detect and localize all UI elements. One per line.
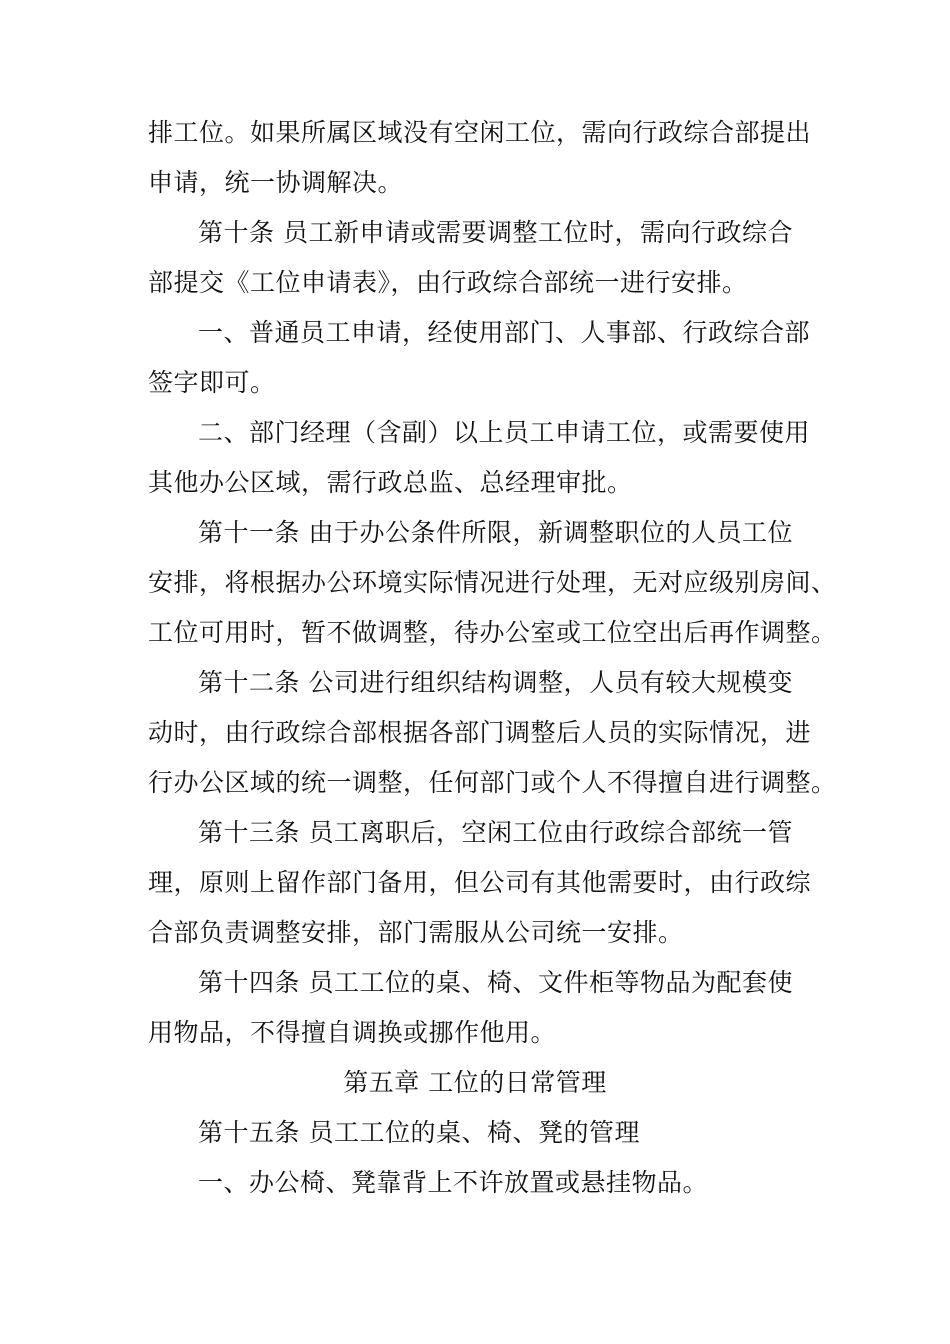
text-line: 申请，统一协调解决。: [148, 168, 404, 197]
text-line: 排工位。如果所属区域没有空闲工位，需向行政综合部提出: [148, 118, 812, 147]
article-14-heading: 第十四条 员工工位的桌、椅、文件柜等物品为配套使: [198, 968, 793, 997]
text-line: 部提交《工位申请表》，由行政综合部统一进行安排。: [148, 268, 748, 297]
article-10-heading: 第十条 员工新申请或需要调整工位时，需向行政综合: [198, 218, 793, 247]
list-item: 一、办公椅、凳靠背上不许放置或悬挂物品。: [198, 1168, 709, 1197]
text-line: 其他办公区域，需行政总监、总经理审批。: [148, 468, 633, 497]
article-11-heading: 第十一条 由于办公条件所限，新调整职位的人员工位: [198, 518, 793, 547]
list-item: 一、普通员工申请，经使用部门、人事部、行政综合部: [198, 318, 811, 347]
article-12-heading: 第十二条 公司进行组织结构调整，人员有较大规模变: [198, 668, 793, 697]
text-line: 用物品，不得擅自调换或挪作他用。: [148, 1018, 557, 1047]
text-line: 行办公区域的统一调整，任何部门或个人不得擅自进行调整。: [148, 768, 837, 797]
text-line: 合部负责调整安排，部门需服从公司统一安排。: [148, 918, 684, 947]
text-line: 动时，由行政综合部根据各部门调整后人员的实际情况，进: [148, 718, 812, 747]
article-15-heading: 第十五条 员工工位的桌、椅、凳的管理: [198, 1118, 640, 1147]
article-13-heading: 第十三条 员工离职后，空闲工位由行政综合部统一管: [198, 818, 793, 847]
text-line: 安排，将根据办公环境实际情况进行处理，无对应级别房间、: [148, 568, 837, 597]
text-line: 签字即可。: [148, 368, 276, 397]
list-item: 二、部门经理（含副）以上员工申请工位，或需要使用: [198, 418, 811, 447]
chapter-heading: 第五章 工位的日常管理: [343, 1068, 607, 1097]
text-line: 理，原则上留作部门备用，但公司有其他需要时，由行政综: [148, 868, 812, 897]
text-line: 工位可用时，暂不做调整，待办公室或工位空出后再作调整。: [148, 618, 837, 647]
